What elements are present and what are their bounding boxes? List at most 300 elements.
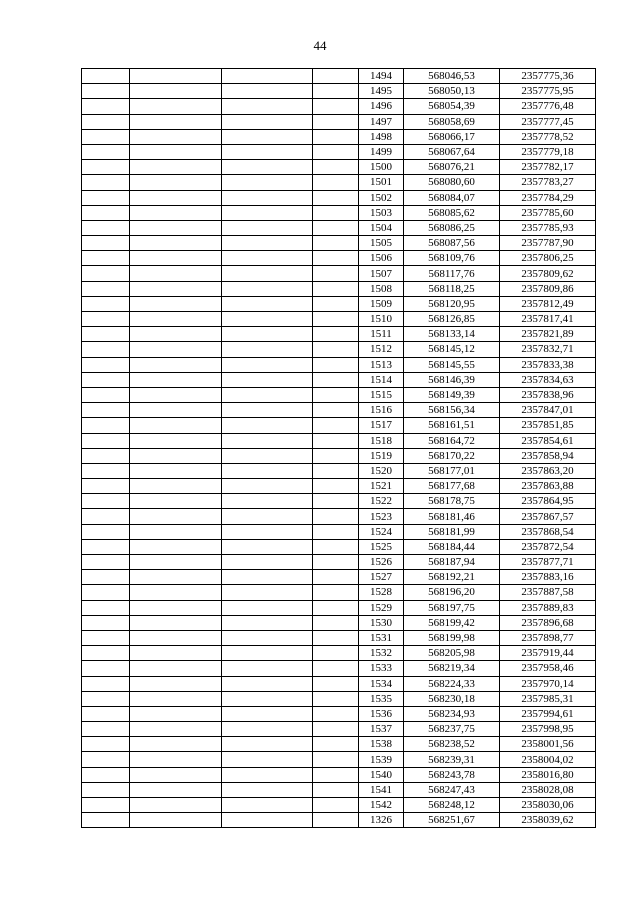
y-coordinate-cell: 2357877,71 (500, 555, 596, 570)
coordinates-table (81, 68, 596, 828)
x-coordinate-cell: 568192,21 (404, 570, 500, 585)
table-row (82, 296, 596, 311)
empty-cell (82, 615, 130, 630)
point-number-cell: 1536 (359, 706, 404, 721)
point-number-cell: 1531 (359, 630, 404, 645)
x-coordinate-cell: 568247,43 (404, 782, 500, 797)
table-row (82, 448, 596, 463)
x-coordinate-cell: 568237,75 (404, 722, 500, 737)
empty-cell (313, 312, 359, 327)
empty-cell (222, 433, 313, 448)
table-row (82, 752, 596, 767)
empty-cell (82, 737, 130, 752)
y-coordinate-cell: 2357834,63 (500, 372, 596, 387)
empty-cell (82, 509, 130, 524)
empty-cell (222, 494, 313, 509)
empty-cell (222, 205, 313, 220)
table-row (82, 691, 596, 706)
y-coordinate-cell: 2358016,80 (500, 767, 596, 782)
x-coordinate-cell: 568197,75 (404, 600, 500, 615)
table-row (82, 555, 596, 570)
empty-cell (222, 99, 313, 114)
table-row (82, 615, 596, 630)
empty-cell (222, 236, 313, 251)
empty-cell (82, 372, 130, 387)
x-coordinate-cell: 568085,62 (404, 205, 500, 220)
point-number-cell: 1514 (359, 372, 404, 387)
x-coordinate-cell: 568120,95 (404, 296, 500, 311)
empty-cell (130, 296, 222, 311)
empty-cell (313, 539, 359, 554)
x-coordinate-cell: 568086,25 (404, 220, 500, 235)
empty-cell (222, 327, 313, 342)
empty-cell (222, 190, 313, 205)
x-coordinate-cell: 568046,53 (404, 69, 500, 84)
point-number-cell: 1500 (359, 160, 404, 175)
point-number-cell: 1506 (359, 251, 404, 266)
empty-cell (222, 661, 313, 676)
empty-cell (222, 175, 313, 190)
point-number-cell: 1511 (359, 327, 404, 342)
empty-cell (313, 296, 359, 311)
empty-cell (130, 69, 222, 84)
empty-cell (313, 448, 359, 463)
empty-cell (130, 266, 222, 281)
table-row (82, 798, 596, 813)
empty-cell (313, 144, 359, 159)
y-coordinate-cell: 2357838,96 (500, 387, 596, 402)
empty-cell (130, 782, 222, 797)
empty-cell (313, 266, 359, 281)
table-row (82, 357, 596, 372)
empty-cell (82, 524, 130, 539)
x-coordinate-cell: 568133,14 (404, 327, 500, 342)
empty-cell (313, 281, 359, 296)
x-coordinate-cell: 568117,76 (404, 266, 500, 281)
y-coordinate-cell: 2357847,01 (500, 403, 596, 418)
empty-cell (82, 296, 130, 311)
empty-cell (313, 327, 359, 342)
x-coordinate-cell: 568230,18 (404, 691, 500, 706)
empty-cell (82, 403, 130, 418)
x-coordinate-cell: 568066,17 (404, 129, 500, 144)
y-coordinate-cell: 2358039,62 (500, 813, 596, 828)
empty-cell (313, 387, 359, 402)
x-coordinate-cell: 568161,51 (404, 418, 500, 433)
point-number-cell: 1504 (359, 220, 404, 235)
empty-cell (313, 418, 359, 433)
y-coordinate-cell: 2357998,95 (500, 722, 596, 737)
x-coordinate-cell: 568177,68 (404, 479, 500, 494)
table-row (82, 403, 596, 418)
empty-cell (82, 555, 130, 570)
y-coordinate-cell: 2358001,56 (500, 737, 596, 752)
empty-cell (130, 646, 222, 661)
table-row (82, 646, 596, 661)
point-number-cell: 1513 (359, 357, 404, 372)
y-coordinate-cell: 2357782,17 (500, 160, 596, 175)
empty-cell (82, 706, 130, 721)
empty-cell (313, 190, 359, 205)
coordinates-table-body (82, 69, 596, 828)
x-coordinate-cell: 568084,07 (404, 190, 500, 205)
y-coordinate-cell: 2357833,38 (500, 357, 596, 372)
empty-cell (82, 630, 130, 645)
y-coordinate-cell: 2357777,45 (500, 114, 596, 129)
point-number-cell: 1540 (359, 767, 404, 782)
x-coordinate-cell: 568181,99 (404, 524, 500, 539)
y-coordinate-cell: 2357783,27 (500, 175, 596, 190)
empty-cell (222, 646, 313, 661)
table-row (82, 479, 596, 494)
y-coordinate-cell: 2357863,88 (500, 479, 596, 494)
y-coordinate-cell: 2358004,02 (500, 752, 596, 767)
empty-cell (222, 782, 313, 797)
table-row (82, 737, 596, 752)
point-number-cell: 1516 (359, 403, 404, 418)
point-number-cell: 1512 (359, 342, 404, 357)
x-coordinate-cell: 568234,93 (404, 706, 500, 721)
point-number-cell: 1503 (359, 205, 404, 220)
point-number-cell: 1539 (359, 752, 404, 767)
table-row (82, 190, 596, 205)
empty-cell (130, 114, 222, 129)
empty-cell (313, 615, 359, 630)
empty-cell (130, 630, 222, 645)
table-row (82, 661, 596, 676)
x-coordinate-cell: 568118,25 (404, 281, 500, 296)
empty-cell (313, 630, 359, 645)
empty-cell (313, 570, 359, 585)
empty-cell (82, 798, 130, 813)
empty-cell (313, 114, 359, 129)
y-coordinate-cell: 2357958,46 (500, 661, 596, 676)
y-coordinate-cell: 2357812,49 (500, 296, 596, 311)
empty-cell (82, 114, 130, 129)
empty-cell (82, 160, 130, 175)
empty-cell (130, 251, 222, 266)
y-coordinate-cell: 2357994,61 (500, 706, 596, 721)
empty-cell (222, 220, 313, 235)
point-number-cell: 1494 (359, 69, 404, 84)
empty-cell (222, 251, 313, 266)
x-coordinate-cell: 568243,78 (404, 767, 500, 782)
empty-cell (313, 509, 359, 524)
table-row (82, 129, 596, 144)
empty-cell (313, 160, 359, 175)
empty-cell (130, 813, 222, 828)
empty-cell (222, 84, 313, 99)
empty-cell (313, 706, 359, 721)
empty-cell (222, 144, 313, 159)
x-coordinate-cell: 568181,46 (404, 509, 500, 524)
point-number-cell: 1522 (359, 494, 404, 509)
empty-cell (222, 448, 313, 463)
y-coordinate-cell: 2357779,18 (500, 144, 596, 159)
empty-cell (222, 585, 313, 600)
empty-cell (82, 205, 130, 220)
empty-cell (82, 722, 130, 737)
y-coordinate-cell: 2357867,57 (500, 509, 596, 524)
empty-cell (313, 676, 359, 691)
x-coordinate-cell: 568145,12 (404, 342, 500, 357)
point-number-cell: 1541 (359, 782, 404, 797)
empty-cell (82, 99, 130, 114)
empty-cell (130, 448, 222, 463)
empty-cell (130, 539, 222, 554)
point-number-cell: 1505 (359, 236, 404, 251)
y-coordinate-cell: 2357785,93 (500, 220, 596, 235)
table-row (82, 630, 596, 645)
empty-cell (313, 129, 359, 144)
empty-cell (130, 615, 222, 630)
empty-cell (82, 463, 130, 478)
point-number-cell: 1496 (359, 99, 404, 114)
table-row (82, 524, 596, 539)
empty-cell (130, 312, 222, 327)
empty-cell (130, 236, 222, 251)
empty-cell (82, 691, 130, 706)
x-coordinate-cell: 568187,94 (404, 555, 500, 570)
table-row (82, 570, 596, 585)
empty-cell (82, 281, 130, 296)
table-row (82, 494, 596, 509)
table-row (82, 175, 596, 190)
empty-cell (130, 555, 222, 570)
point-number-cell: 1526 (359, 555, 404, 570)
point-number-cell: 1533 (359, 661, 404, 676)
empty-cell (130, 600, 222, 615)
empty-cell (313, 767, 359, 782)
empty-cell (130, 433, 222, 448)
empty-cell (130, 175, 222, 190)
empty-cell (82, 585, 130, 600)
empty-cell (313, 600, 359, 615)
empty-cell (222, 676, 313, 691)
empty-cell (82, 357, 130, 372)
x-coordinate-cell: 568251,67 (404, 813, 500, 828)
empty-cell (222, 737, 313, 752)
y-coordinate-cell: 2357889,83 (500, 600, 596, 615)
y-coordinate-cell: 2357809,62 (500, 266, 596, 281)
empty-cell (130, 357, 222, 372)
y-coordinate-cell: 2357785,60 (500, 205, 596, 220)
y-coordinate-cell: 2358028,08 (500, 782, 596, 797)
empty-cell (313, 737, 359, 752)
empty-cell (130, 661, 222, 676)
empty-cell (313, 99, 359, 114)
empty-cell (313, 433, 359, 448)
empty-cell (82, 570, 130, 585)
empty-cell (82, 327, 130, 342)
empty-cell (82, 220, 130, 235)
y-coordinate-cell: 2357970,14 (500, 676, 596, 691)
table-row (82, 69, 596, 84)
empty-cell (130, 99, 222, 114)
table-row (82, 160, 596, 175)
empty-cell (130, 372, 222, 387)
empty-cell (130, 190, 222, 205)
empty-cell (222, 479, 313, 494)
empty-cell (313, 646, 359, 661)
empty-cell (222, 630, 313, 645)
x-coordinate-cell: 568054,39 (404, 99, 500, 114)
empty-cell (313, 342, 359, 357)
empty-cell (82, 782, 130, 797)
empty-cell (222, 539, 313, 554)
y-coordinate-cell: 2357919,44 (500, 646, 596, 661)
table-row (82, 539, 596, 554)
y-coordinate-cell: 2357872,54 (500, 539, 596, 554)
empty-cell (313, 403, 359, 418)
y-coordinate-cell: 2357887,58 (500, 585, 596, 600)
point-number-cell: 1525 (359, 539, 404, 554)
empty-cell (313, 494, 359, 509)
empty-cell (222, 752, 313, 767)
empty-cell (82, 266, 130, 281)
empty-cell (222, 342, 313, 357)
empty-cell (130, 205, 222, 220)
y-coordinate-cell: 2357776,48 (500, 99, 596, 114)
x-coordinate-cell: 568178,75 (404, 494, 500, 509)
empty-cell (222, 615, 313, 630)
point-number-cell: 1524 (359, 524, 404, 539)
y-coordinate-cell: 2357775,95 (500, 84, 596, 99)
table-row (82, 281, 596, 296)
y-coordinate-cell: 2357883,16 (500, 570, 596, 585)
empty-cell (82, 418, 130, 433)
empty-cell (222, 509, 313, 524)
empty-cell (130, 84, 222, 99)
point-number-cell: 1534 (359, 676, 404, 691)
table-row (82, 767, 596, 782)
x-coordinate-cell: 568219,34 (404, 661, 500, 676)
empty-cell (313, 813, 359, 828)
empty-cell (222, 600, 313, 615)
point-number-cell: 1542 (359, 798, 404, 813)
empty-cell (130, 463, 222, 478)
table-row (82, 433, 596, 448)
empty-cell (82, 236, 130, 251)
empty-cell (130, 676, 222, 691)
empty-cell (82, 312, 130, 327)
table-row (82, 387, 596, 402)
empty-cell (130, 479, 222, 494)
empty-cell (313, 479, 359, 494)
empty-cell (130, 160, 222, 175)
y-coordinate-cell: 2357863,20 (500, 463, 596, 478)
empty-cell (222, 570, 313, 585)
point-number-cell: 1508 (359, 281, 404, 296)
empty-cell (82, 387, 130, 402)
table-row (82, 99, 596, 114)
point-number-cell: 1527 (359, 570, 404, 585)
empty-cell (130, 798, 222, 813)
empty-cell (222, 555, 313, 570)
x-coordinate-cell: 568177,01 (404, 463, 500, 478)
point-number-cell: 1520 (359, 463, 404, 478)
empty-cell (222, 281, 313, 296)
empty-cell (130, 403, 222, 418)
point-number-cell: 1517 (359, 418, 404, 433)
point-number-cell: 1532 (359, 646, 404, 661)
empty-cell (222, 69, 313, 84)
table-row (82, 342, 596, 357)
point-number-cell: 1519 (359, 448, 404, 463)
x-coordinate-cell: 568199,42 (404, 615, 500, 630)
empty-cell (82, 251, 130, 266)
empty-cell (313, 752, 359, 767)
empty-cell (130, 494, 222, 509)
empty-cell (222, 129, 313, 144)
table-row (82, 220, 596, 235)
table-row (82, 418, 596, 433)
point-number-cell: 1521 (359, 479, 404, 494)
x-coordinate-cell: 568146,39 (404, 372, 500, 387)
empty-cell (82, 190, 130, 205)
x-coordinate-cell: 568058,69 (404, 114, 500, 129)
table-row (82, 205, 596, 220)
empty-cell (313, 555, 359, 570)
point-number-cell: 1518 (359, 433, 404, 448)
empty-cell (222, 266, 313, 281)
empty-cell (313, 84, 359, 99)
table-row (82, 813, 596, 828)
x-coordinate-cell: 568196,20 (404, 585, 500, 600)
y-coordinate-cell: 2357832,71 (500, 342, 596, 357)
y-coordinate-cell: 2358030,06 (500, 798, 596, 813)
empty-cell (222, 798, 313, 813)
x-coordinate-cell: 568238,52 (404, 737, 500, 752)
y-coordinate-cell: 2357775,36 (500, 69, 596, 84)
x-coordinate-cell: 568050,13 (404, 84, 500, 99)
empty-cell (82, 752, 130, 767)
point-number-cell: 1502 (359, 190, 404, 205)
empty-cell (82, 175, 130, 190)
x-coordinate-cell: 568149,39 (404, 387, 500, 402)
y-coordinate-cell: 2357784,29 (500, 190, 596, 205)
point-number-cell: 1529 (359, 600, 404, 615)
point-number-cell: 1538 (359, 737, 404, 752)
empty-cell (313, 69, 359, 84)
point-number-cell: 1501 (359, 175, 404, 190)
point-number-cell: 1507 (359, 266, 404, 281)
x-coordinate-cell: 568184,44 (404, 539, 500, 554)
empty-cell (130, 342, 222, 357)
empty-cell (130, 144, 222, 159)
empty-cell (82, 69, 130, 84)
point-number-cell: 1495 (359, 84, 404, 99)
empty-cell (222, 706, 313, 721)
empty-cell (313, 357, 359, 372)
point-number-cell: 1499 (359, 144, 404, 159)
empty-cell (313, 585, 359, 600)
table-row (82, 84, 596, 99)
table-row (82, 372, 596, 387)
table-row (82, 722, 596, 737)
empty-cell (313, 722, 359, 737)
page-number: 44 (313, 38, 327, 53)
y-coordinate-cell: 2357851,85 (500, 418, 596, 433)
empty-cell (82, 600, 130, 615)
x-coordinate-cell: 568224,33 (404, 676, 500, 691)
table-row (82, 706, 596, 721)
empty-cell (222, 403, 313, 418)
table-row (82, 600, 596, 615)
y-coordinate-cell: 2357858,94 (500, 448, 596, 463)
empty-cell (130, 706, 222, 721)
empty-cell (130, 752, 222, 767)
